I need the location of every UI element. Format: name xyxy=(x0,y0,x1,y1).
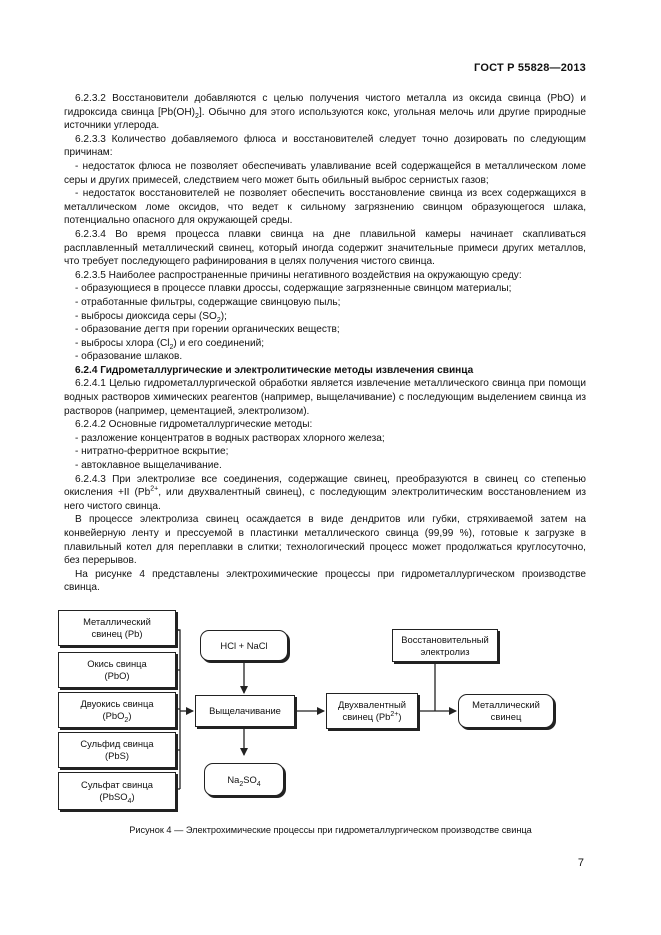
list-item: - автоклавное выщелачивание. xyxy=(75,460,222,472)
reagent-box: HCl + NaCl xyxy=(200,630,288,661)
figure-caption: Рисунок 4 — Электрохимические процессы при гидрометаллургическом производстве свинца xyxy=(129,825,532,835)
paragraph-6-2-4-2: 6.2.4.2 Основные гидрометаллургические методы: xyxy=(75,419,313,431)
list-item: - выбросы диоксида серы $(SO_2)$; xyxy=(75,310,227,324)
list-item: - образующиеся в процессе плавки дроссы, содержащие загрязненные свинцом материалы; xyxy=(75,283,512,295)
output-lead-box: Металлический свинец xyxy=(458,694,554,728)
leaching-box: Выщелачивание xyxy=(195,695,295,727)
page-number: 7 xyxy=(577,857,584,869)
paragraph-6-2-3-5: 6.2.3.5 Наиболее распространенные причины негативного воздействия на окружающую среду: xyxy=(75,269,522,281)
input-box-lead-sulfate: Сульфат свинца (PbSO$_4$) xyxy=(58,772,176,810)
electrolysis-box: Восстановительный электролиз xyxy=(392,629,498,662)
section-heading-6-2-4: 6.2.4 Гидрометаллургические и электролитические методы извлечения свинца xyxy=(75,364,474,376)
input-box-metallic-lead: Металлический свинец (Pb) xyxy=(58,610,176,646)
list-item: - образование шлаков. xyxy=(75,351,183,363)
list-item: - отработанные фильтры, содержащие свинцовую пыль; xyxy=(75,296,341,308)
paragraph-6-2-4-1: 6.2.4.1 Целью гидрометаллургической обработки является извлечение металлического свинца при помощи водных растворов химических реагентов (например, выщелачивание) с последующим выделением свинца из растворов (например, цементацией, электролизом). xyxy=(64,378,586,417)
list-item: - нитратно-ферритное вскрытие; xyxy=(75,446,229,458)
body-text xyxy=(64,92,586,595)
paragraph-6-2-3-3: 6.2.3.3 Количество добавляемого флюса и восстановителей следует точно дозировать по следующим причинам: xyxy=(64,133,586,159)
list-item: - образование дегтя при горении органических веществ; xyxy=(75,324,340,336)
bivalent-lead-box: Двухвалентный свинец $(Pb^{2+})$ xyxy=(326,693,418,729)
input-box-lead-sulfide: Сульфид свинца (PbS) xyxy=(58,732,176,768)
process-diagram xyxy=(58,608,598,824)
input-box-lead-dioxide: Двуокись свинца (PbO$_2$) xyxy=(58,692,176,728)
paragraph-electrolysis: В процессе электролиза свинец осаждается в виде дендритов или губки, стряхиваемой затем на конвейерную ленту и прессуемой в пластинки металлического свинца (99,99 %), готовые к загрузке в плавильный котел для переплавки в слитки; технологический процесс может продолжаться круглосуточно, без перерывов. xyxy=(64,514,586,567)
input-box-lead-oxide: Окись свинца (PbO) xyxy=(58,652,176,688)
list-item: - недостаток флюса не позволяет обеспечивать улавливание всей содержащейся в металлическом ломе серы и других примесей, следствием чего может быть обильный выброс сернистых газов; xyxy=(64,160,586,186)
paragraph-6-2-4-3: 6.2.4.3 При электролизе все соединения, содержащие свинец, преобразуются в свинец со степенью окисления +II ($Pb^{2+}$, или двухвалентный свинец), с последующим электролитическим восстановлением из него чистого свинца. xyxy=(64,473,587,512)
list-item: - разложение концентратов в водных растворах хлорного железа; xyxy=(75,432,385,444)
list-item: - выбросы хлора $(Cl_2)$ и его соединений; xyxy=(75,337,265,351)
list-item: - недостаток восстановителей не позволяет обеспечить восстановление свинца из всех содержащихся в металлическом ломе оксидов, что ведет к сильному загрязнению свинцом образующегося шлака, потенциально опасного для окружающей среды. xyxy=(64,188,586,227)
paragraph-figure-reference: На рисунке 4 представлены электрохимические процессы при гидрометаллургическом производстве свинца. xyxy=(64,568,586,594)
byproduct-box: $Na_2SO_4$ xyxy=(204,763,284,796)
document-header: ГОСТ Р 55828—2013 xyxy=(474,62,586,74)
paragraph-6-2-3-2: 6.2.3.2 Восстановители добавляются с целью получения чистого металла из оксида свинца (PbO) и гидроксида свинца $[Pb(OH)_2]$. Обычно для этого используются кокс, угольная мелочь или другие природные источники углерода. xyxy=(64,93,586,132)
paragraph-6-2-3-4: 6.2.3.4 Во время процесса плавки свинца на дне плавильной камеры начинает скапливаться расплавленный металлический свинец, который иногда содержит значительные примеси других металлов, что требует последующего рафинирования в целях получения чистого свинца. xyxy=(64,228,586,268)
